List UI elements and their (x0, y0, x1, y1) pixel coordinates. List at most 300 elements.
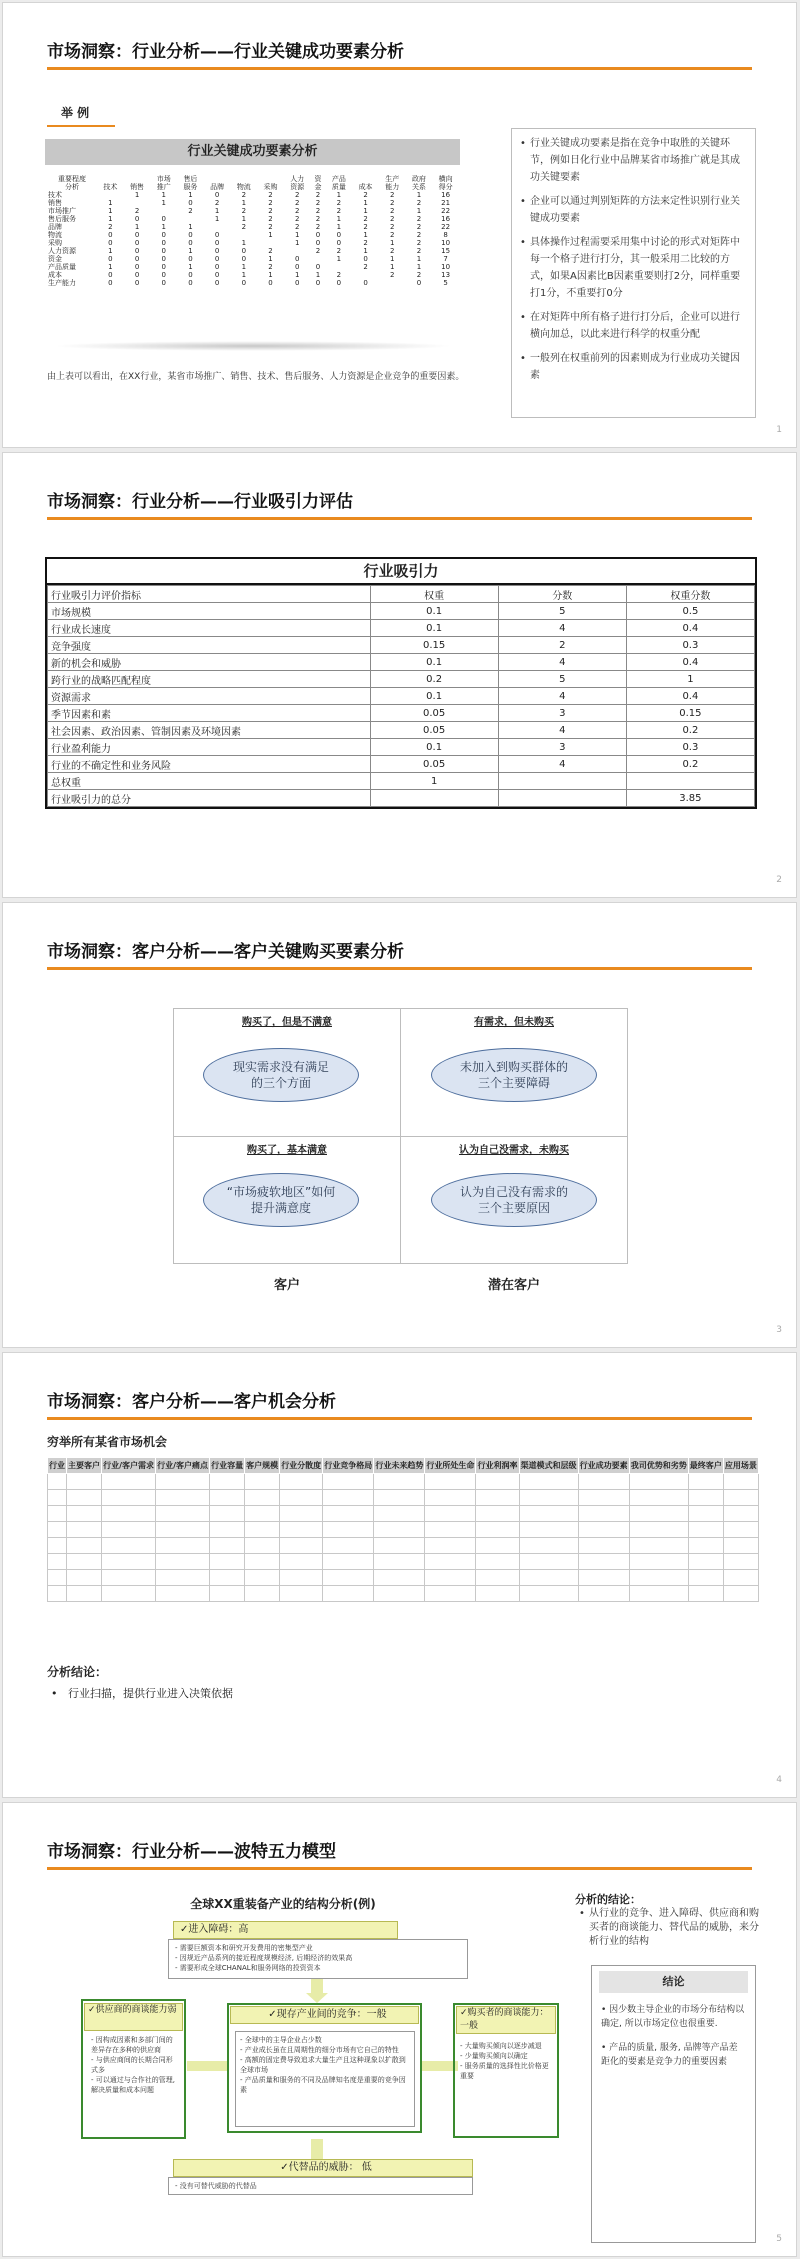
matrix-cell: 1 (294, 271, 300, 279)
matrix-cell: 1 (188, 247, 193, 255)
matrix-cell: 0 (315, 239, 321, 247)
matrix-cell: 1 (416, 263, 422, 271)
matrix-cell: 2 (416, 271, 422, 279)
empty-cell (425, 1506, 476, 1522)
slide-title: 市场洞察：行业分析——行业关键成功要素分析 (47, 42, 404, 62)
matrix-cell: 2 (363, 191, 368, 199)
empty-cell (723, 1474, 758, 1490)
matrix-row-label: 技术 (48, 191, 62, 199)
empty-cell (688, 1490, 723, 1506)
empty-cell (323, 1538, 374, 1554)
matrix-cell: 0 (363, 255, 368, 263)
empty-cell (245, 1474, 280, 1490)
matrix-cell: 0 (294, 279, 300, 287)
indicator-cell: 总权重 (48, 773, 371, 790)
matrix-cell: 0 (134, 239, 140, 247)
matrix-cell: 1 (363, 231, 368, 239)
empty-cell (323, 1586, 374, 1602)
matrix-row-label: 品牌 (48, 223, 62, 231)
matrix-cell: 1 (108, 199, 113, 207)
matrix-cell: 2 (294, 191, 300, 199)
rivalry-head: ✓现存产业间的竞争：一般 (230, 2006, 419, 2024)
matrix-cell: 1 (390, 263, 395, 271)
bullet-item: • 在对矩阵中所有格子进行打分后，企业可以进行横向加总，以此来进行科学的权重分配 (520, 309, 747, 343)
column-header: 行业所处生命 (425, 1458, 476, 1474)
matrix-cell (284, 247, 311, 255)
empty-cell (156, 1490, 210, 1506)
empty-cell (374, 1586, 425, 1602)
entry-item: - 需要巨额资本和研究开发费用的密集型产业 (175, 1944, 313, 1952)
matrix-cell: 1 (416, 191, 422, 199)
matrix-cell: 15 (441, 247, 451, 255)
matrix-cell: 2 (416, 231, 422, 239)
matrix-header: 产品 质量 (331, 175, 346, 191)
matrix-cell: 1 (363, 199, 368, 207)
matrix-cell: 1 (134, 191, 140, 199)
matrix-row (47, 271, 459, 279)
empty-cell (629, 1474, 688, 1490)
empty-cell (374, 1474, 425, 1490)
empty-cell (102, 1490, 156, 1506)
table-row (48, 773, 755, 790)
empty-cell (723, 1586, 758, 1602)
value-cell: 1 (370, 773, 498, 790)
matrix-header: 成本 (358, 183, 373, 191)
matrix-header: 人力 资源 (290, 175, 305, 191)
matrix-cell: 1 (315, 271, 321, 279)
substitute-item: - 没有可替代威胁的代替品 (175, 2182, 257, 2190)
empty-cell (210, 1474, 245, 1490)
matrix-cell: 2 (416, 239, 422, 247)
empty-cell (519, 1522, 578, 1538)
empty-cell (245, 1554, 280, 1570)
empty-cell (374, 1490, 425, 1506)
empty-cell (48, 1474, 67, 1490)
matrix-cell: 0 (161, 279, 166, 287)
page-number: 4 (776, 1775, 782, 1785)
empty-cell (519, 1554, 578, 1570)
empty-cell (723, 1570, 758, 1586)
column-header: 行业竞争格局 (323, 1458, 374, 1474)
empty-cell (48, 1570, 67, 1586)
matrix-cell: 0 (214, 239, 220, 247)
empty-cell (476, 1538, 519, 1554)
matrix-cell: 2 (390, 191, 395, 199)
matrix-cell: 1 (390, 239, 395, 247)
matrix-cell: 0 (214, 279, 220, 287)
empty-cell (48, 1586, 67, 1602)
empty-cell (102, 1538, 156, 1554)
value-cell: 1 (626, 671, 754, 688)
arrow-down-head (306, 1993, 328, 2003)
column-header: 行业容量 (210, 1458, 245, 1474)
arrow-right (187, 2061, 227, 2071)
matrix-cell: 0 (416, 279, 422, 287)
value-cell (370, 790, 498, 807)
matrix-cell: 2 (390, 215, 395, 223)
empty-cell (476, 1586, 519, 1602)
matrix-cell: 0 (161, 255, 166, 263)
matrix-cell: 0 (214, 263, 220, 271)
matrix-cell: 2 (294, 207, 300, 215)
empty-cell (374, 1522, 425, 1538)
value-cell: 0.1 (370, 654, 498, 671)
empty-cell (519, 1586, 578, 1602)
value-cell: 4 (498, 756, 626, 773)
empty-cell (210, 1554, 245, 1570)
bullet-box (511, 128, 756, 418)
matrix-row-label: 市场推广 (48, 207, 76, 215)
title-underline (47, 67, 752, 70)
matrix-cell: 1 (108, 263, 113, 271)
value-cell: 4 (498, 722, 626, 739)
matrix-cell: 2 (363, 239, 368, 247)
empty-cell (323, 1490, 374, 1506)
matrix-row (47, 199, 459, 207)
matrix-row-label: 销售 (48, 199, 62, 207)
matrix-cell: 0 (363, 279, 368, 287)
column-header: 我司优势和劣势 (629, 1458, 688, 1474)
matrix-cell: 1 (108, 247, 113, 255)
value-cell: 4 (498, 654, 626, 671)
indicator-cell: 行业吸引力的总分 (48, 790, 371, 807)
empty-cell (156, 1474, 210, 1490)
empty-cell (67, 1538, 102, 1554)
matrix-cell (257, 239, 284, 247)
slide-3 (2, 902, 797, 1348)
value-cell: 0.4 (626, 654, 754, 671)
matrix-cell: 1 (268, 255, 273, 263)
empty-cell (374, 1506, 425, 1522)
matrix-row (47, 215, 459, 223)
analysis-text: 从行业的竞争、进入障碍、供应商和购买者的商谈能力、替代品的威胁，来分析行业的结构 (589, 1908, 759, 1947)
matrix-cell: 1 (108, 207, 113, 215)
empty-cell (67, 1586, 102, 1602)
matrix-cell (379, 279, 406, 287)
title-underline (47, 1417, 752, 1420)
table-row (48, 1586, 759, 1602)
supplier-head: ✓供应商的商谈能力弱 (84, 2003, 183, 2031)
empty-cell (102, 1570, 156, 1586)
page-number: 1 (776, 425, 782, 435)
matrix-cell: 2 (294, 223, 300, 231)
empty-cell (688, 1474, 723, 1490)
value-cell: 3 (498, 705, 626, 722)
matrix-cell: 0 (134, 255, 140, 263)
matrix-cell: 1 (214, 207, 220, 215)
need-ellipse: “市场疲软地区”如何提升满意度 (203, 1173, 359, 1227)
empty-cell (578, 1522, 629, 1538)
column-header: 权重分数 (626, 586, 754, 603)
empty-cell (578, 1538, 629, 1554)
tag-underline (47, 125, 115, 127)
empty-cell (102, 1522, 156, 1538)
matrix-cell: 0 (315, 231, 321, 239)
table-row (48, 671, 755, 688)
slide-title: 市场洞察：客户分析——客户机会分析 (47, 1392, 336, 1412)
value-cell: 0.05 (370, 756, 498, 773)
empty-cell (323, 1474, 374, 1490)
matrix-cell: 2 (336, 271, 342, 279)
opportunity-table (47, 1457, 759, 1602)
value-cell: 3 (498, 739, 626, 756)
empty-cell (280, 1506, 323, 1522)
value-cell: 0.3 (626, 637, 754, 654)
slide-4 (2, 1352, 797, 1798)
matrix-header: 资 金 (314, 175, 322, 191)
matrix-header: 技术 (103, 183, 118, 191)
matrix-cell: 1 (363, 207, 368, 215)
matrix-cell: 1 (241, 239, 247, 247)
buyer-item: - 服务质量的选择性比价格更重要 (460, 2062, 549, 2080)
value-cell: 0.4 (626, 620, 754, 637)
column-header: 行业吸引力评价指标 (48, 586, 371, 603)
matrix-cell: 2 (416, 247, 422, 255)
matrix-cell: 0 (294, 255, 300, 263)
empty-cell (323, 1554, 374, 1570)
empty-cell (425, 1570, 476, 1586)
entry-item: - 需要形成全球CHANAL和服务网络的投资资本 (175, 1964, 321, 1972)
empty-cell (476, 1474, 519, 1490)
empty-cell (280, 1554, 323, 1570)
empty-cell (629, 1538, 688, 1554)
empty-cell (67, 1490, 102, 1506)
empty-cell (688, 1554, 723, 1570)
value-cell (498, 773, 626, 790)
matrix-cell: 2 (268, 215, 273, 223)
value-cell (626, 773, 754, 790)
table-title: 行业吸引力 (47, 559, 755, 585)
matrix-cell: 2 (416, 199, 422, 207)
empty-cell (425, 1522, 476, 1538)
empty-cell (476, 1490, 519, 1506)
value-cell: 0.1 (370, 620, 498, 637)
footnote: 由上表可以看出，在XX行业，某省市场推广、销售、技术、售后服务、人力资源是企业竞争的重要因素。 (47, 372, 465, 382)
column-header: 行业分散度 (280, 1458, 323, 1474)
matrix-cell: 2 (336, 199, 342, 207)
rivalry-item: - 产业成长虽在且周期性的细分市场有它自己的特性 (240, 2046, 399, 2054)
diagram-title: 全球XX重装备产业的结构分析(例) (190, 1897, 376, 1911)
matrix-header: 重要程度 分析 (58, 175, 87, 191)
empty-cell (67, 1522, 102, 1538)
matrix-cell (124, 199, 151, 207)
column-header: 分数 (498, 586, 626, 603)
column-header: 权重 (370, 586, 498, 603)
empty-cell (245, 1586, 280, 1602)
matrix-cell: 0 (188, 255, 193, 263)
conclusion-item: • 产品的质量, 服务, 品牌等产品差距化的要素是竞争力的重要因素 (601, 2043, 738, 2067)
matrix-header: 政府 关系 (411, 175, 426, 191)
empty-cell (323, 1522, 374, 1538)
matrix-cell: 2 (134, 207, 140, 215)
empty-cell (425, 1474, 476, 1490)
value-cell: 0.05 (370, 722, 498, 739)
empty-cell (629, 1490, 688, 1506)
matrix-cell (326, 263, 353, 271)
indicator-cell: 社会因素、政治因素、管制因素及环境因素 (48, 722, 371, 739)
supplier-item: - 与供应商间的长期合同形式多 (91, 2056, 173, 2074)
attractiveness-table (45, 557, 757, 809)
matrix-row-label: 售后服务 (48, 215, 76, 223)
column-header: 行业/客户痛点 (156, 1458, 210, 1474)
matrix-cell: 1 (241, 215, 247, 223)
matrix-cell: 0 (134, 247, 140, 255)
matrix-cell: 2 (315, 207, 321, 215)
column-header: 行业/客户需求 (102, 1458, 156, 1474)
table-row (48, 1506, 759, 1522)
matrix-cell: 2 (241, 223, 247, 231)
matrix-cell: 2 (241, 207, 247, 215)
quadrant-head: 有需求，但未购买 (474, 1017, 554, 1028)
matrix-cell: 2 (268, 199, 273, 207)
matrix-cell: 0 (188, 231, 193, 239)
need-ellipse: 未加入到购买群体的三个主要障碍 (431, 1048, 597, 1102)
value-cell: 4 (498, 688, 626, 705)
matrix-cell: 2 (268, 263, 273, 271)
matrix-cell: 2 (363, 223, 368, 231)
value-cell: 2 (498, 637, 626, 654)
matrix-cell: 13 (441, 271, 451, 279)
table-row (48, 654, 755, 671)
slide-1 (2, 2, 797, 448)
value-cell (498, 790, 626, 807)
matrix-cell: 1 (390, 255, 395, 263)
matrix-cell: 0 (241, 279, 247, 287)
matrix-cell: 2 (315, 247, 321, 255)
empty-cell (280, 1538, 323, 1554)
empty-cell (323, 1570, 374, 1586)
empty-cell (210, 1522, 245, 1538)
empty-cell (688, 1570, 723, 1586)
empty-cell (245, 1506, 280, 1522)
empty-cell (210, 1506, 245, 1522)
matrix-cell: 1 (241, 199, 247, 207)
empty-cell (67, 1554, 102, 1570)
rivalry-item: - 产品质量和服务的不同及品牌知名度是重要的竞争因素 (240, 2076, 406, 2094)
supplier-item: - 因构成因素和多部门间的差异存在多种的供应商 (91, 2036, 173, 2054)
empty-cell (476, 1554, 519, 1570)
matrix-cell: 0 (315, 279, 321, 287)
value-cell: 5 (498, 603, 626, 620)
column-header: 行业 (48, 1458, 67, 1474)
value-cell: 0.1 (370, 688, 498, 705)
empty-cell (102, 1506, 156, 1522)
matrix-header: 市场 推广 (156, 175, 171, 191)
empty-cell (67, 1474, 102, 1490)
matrix-row-label: 人力资源 (48, 247, 76, 255)
indicator-cell: 季节因素和素 (48, 705, 371, 722)
arrow-up (311, 2139, 323, 2159)
matrix-cell: 1 (214, 215, 220, 223)
table-row (48, 1554, 759, 1570)
matrix-row (47, 247, 459, 255)
bullet-dot: • (51, 1687, 68, 1700)
conclusion-list (601, 2003, 746, 2069)
conclusion-head: 结论 (599, 1971, 748, 1993)
indicator-cell: 行业成长速度 (48, 620, 371, 637)
column-header: 行业未来趋势 (374, 1458, 425, 1474)
matrix-cell: 0 (134, 279, 140, 287)
matrix-cell: 2 (336, 247, 342, 255)
matrix-header: 销售 (130, 183, 145, 191)
matrix-row-label: 资金 (48, 255, 62, 263)
matrix-cell: 1 (336, 223, 342, 231)
supplier-item: - 可以通过与合作社的管理, 解决质量和成本问题 (91, 2076, 175, 2094)
empty-cell (425, 1586, 476, 1602)
need-ellipse: 认为自己没有需求的三个主要原因 (431, 1173, 597, 1227)
empty-cell (578, 1474, 629, 1490)
matrix-cell: 22 (441, 207, 451, 215)
empty-cell (519, 1474, 578, 1490)
empty-cell (688, 1586, 723, 1602)
table-row (48, 1474, 759, 1490)
matrix-cell: 0 (134, 231, 140, 239)
value-cell: 0.3 (626, 739, 754, 756)
matrix-header: 售后 服务 (183, 175, 198, 191)
matrix-row-label: 成本 (48, 271, 62, 279)
empty-cell (210, 1586, 245, 1602)
empty-cell (688, 1522, 723, 1538)
column-header: 行业利润率 (476, 1458, 519, 1474)
indicator-cell: 行业盈利能力 (48, 739, 371, 756)
matrix-cell: 2 (315, 215, 321, 223)
empty-cell (476, 1522, 519, 1538)
matrix-cell: 2 (214, 199, 220, 207)
matrix-cell: 2 (315, 223, 321, 231)
empty-cell (156, 1554, 210, 1570)
empty-cell (629, 1554, 688, 1570)
bullet-item: • 一般列在权重前列的因素则成为行业成功关键因素 (520, 350, 747, 384)
matrix-cell: 0 (161, 231, 166, 239)
matrix-cell: 22 (441, 223, 451, 231)
empty-cell (210, 1570, 245, 1586)
matrix-cell: 2 (294, 215, 300, 223)
matrix-cell: 0 (161, 247, 166, 255)
empty-cell (48, 1554, 67, 1570)
matrix-cell: 0 (108, 231, 113, 239)
empty-cell (280, 1474, 323, 1490)
matrix-cell: 0 (161, 239, 166, 247)
matrix-row (47, 231, 459, 239)
empty-cell (67, 1570, 102, 1586)
matrix-row (47, 191, 459, 199)
subtitle: 穷举所有某省市场机会 (47, 1435, 168, 1449)
matrix-cell: 1 (188, 263, 193, 271)
empty-cell (102, 1554, 156, 1570)
empty-cell (629, 1570, 688, 1586)
analysis-bullet (579, 1907, 764, 1949)
matrix-cell: 0 (268, 279, 273, 287)
buyer-head: ✓购买者的商谈能力：一般 (456, 2006, 556, 2034)
bullet-item: • 行业关键成功要素是指在竞争中取胜的关键环节，例如日化行业中品牌某省市场推广就是其成功关键要素 (520, 135, 747, 186)
empty-cell (156, 1506, 210, 1522)
matrix-cell: 2 (188, 207, 193, 215)
matrix-cell: 1 (336, 255, 342, 263)
empty-cell (245, 1570, 280, 1586)
column-header: 最终客户 (688, 1458, 723, 1474)
matrix-cell: 0 (214, 191, 220, 199)
need-ellipse: 现实需求没有满足的三个方面 (203, 1048, 359, 1102)
matrix-cell: 1 (108, 215, 113, 223)
matrix-cell: 1 (363, 247, 368, 255)
empty-cell (629, 1586, 688, 1602)
potential-customer-label: 潜在客户 (487, 1278, 540, 1293)
empty-cell (578, 1554, 629, 1570)
value-cell: 0.4 (626, 688, 754, 705)
empty-cell (156, 1586, 210, 1602)
empty-cell (323, 1506, 374, 1522)
matrix-cell: 2 (315, 199, 321, 207)
